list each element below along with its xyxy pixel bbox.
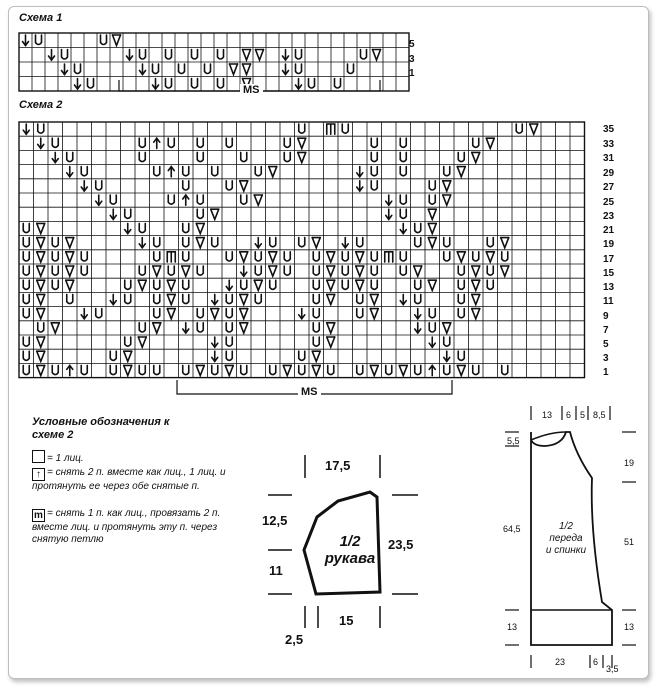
scheme1-row-label: 1 — [409, 68, 415, 79]
scheme2-row-label: 13 — [603, 282, 615, 293]
scheme2-row-label: 19 — [603, 239, 615, 250]
body-dim-bottom-a: 23 — [555, 657, 566, 667]
body-dim-bottom-b: 6 — [593, 657, 599, 667]
body-dim-top-c: 5 — [580, 410, 586, 420]
scheme2-row-label: 3 — [603, 353, 609, 364]
sleeve-dim-top: 17,5 — [325, 458, 351, 473]
scheme2-row-label: 21 — [603, 225, 615, 236]
sleeve-label-fraction: 1/2 — [339, 533, 361, 550]
scheme2-row-label: 29 — [603, 168, 615, 179]
legend-text: = снять 2 п. вместе как лиц., 1 лиц. и протянуть ее через обе снятые п. — [32, 467, 226, 492]
scheme2-row-label: 1 — [603, 367, 609, 378]
body-neck-curve — [531, 432, 566, 440]
scheme1-repeat-label: MS — [240, 84, 263, 96]
sleeve-label — [315, 533, 385, 567]
body-dim-top-b: 6 — [566, 410, 572, 420]
body-dim-right-mid: 51 — [624, 537, 635, 547]
legend-text: = снять 1 п. как лиц., провязать 2 п. вместе лиц. и протянуть эту п. через снятую петлю — [32, 508, 221, 545]
scheme1-title: Схема 1 — [19, 12, 63, 24]
legend-title: Условные обозначения к схеме 2 — [32, 416, 170, 441]
body-dim-right-upper: 19 — [624, 458, 635, 468]
sleeve-dim-bottom-left: 2,5 — [285, 632, 304, 647]
scheme2-row-label: 7 — [603, 325, 609, 336]
body-label-back: и спинки — [545, 545, 587, 556]
slip-stitch-icon: m — [32, 509, 45, 522]
body-dim-right-bottom: 13 — [624, 622, 635, 632]
body-dim-top-d: 8,5 — [593, 410, 606, 420]
sleeve-dim-upper-left: 12,5 — [262, 513, 288, 528]
body-label-fraction: 1/2 — [559, 521, 573, 532]
body-dim-left-height: 64,5 — [503, 524, 521, 534]
scheme1-row-label: 3 — [409, 54, 415, 65]
scheme2-title: Схема 2 — [19, 99, 63, 111]
body-label-front: переда — [549, 533, 583, 544]
body-label — [537, 521, 595, 557]
scheme2-row-label: 35 — [603, 124, 615, 135]
scheme2-row-label: 5 — [603, 339, 609, 350]
scheme2-row-label: 11 — [603, 296, 614, 307]
body-dim-left-bottom: 13 — [507, 622, 518, 632]
scheme2-row-label: 17 — [603, 254, 615, 265]
scheme2-row-label: 31 — [603, 153, 615, 164]
scheme2-row-label: 15 — [603, 268, 615, 279]
scheme1-row-label: 5 — [409, 39, 415, 50]
body-dim-bottom-c: 3,5 — [606, 664, 619, 674]
scheme2-row-label: 33 — [603, 139, 615, 150]
scheme2-row-label: 27 — [603, 182, 615, 193]
sleeve-dim-lower-left: 11 — [269, 563, 283, 578]
sleeve-dim-right: 23,5 — [388, 537, 414, 552]
body-dim-neck: 5,5 — [507, 436, 520, 446]
scheme2-row-label: 23 — [603, 211, 615, 222]
decrease-arrow-icon: ↑ — [32, 468, 45, 481]
scheme2-row-label: 9 — [603, 311, 609, 322]
legend-text: = 1 лиц. — [47, 453, 84, 464]
body-dim-top-a: 13 — [542, 410, 553, 420]
sleeve-label-name: рукава — [324, 550, 376, 567]
scheme2-repeat-label: MS — [298, 386, 321, 398]
scheme2-row-label: 25 — [603, 197, 615, 208]
sleeve-dim-bottom: 15 — [339, 613, 354, 628]
